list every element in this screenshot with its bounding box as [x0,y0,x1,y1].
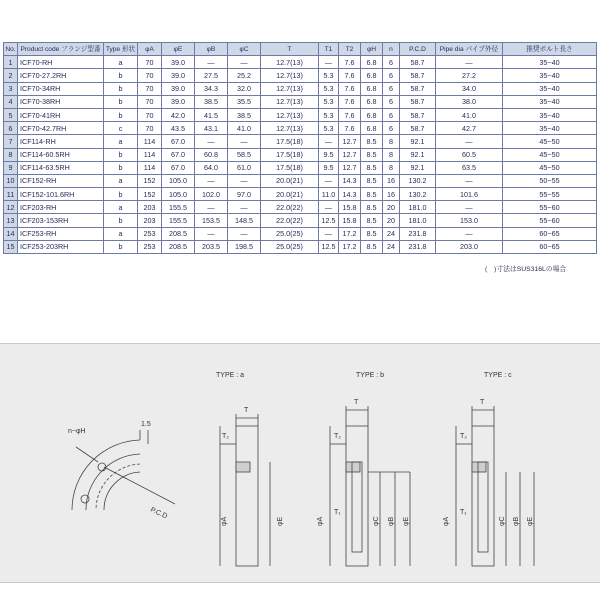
table-cell: 153.0 [436,214,503,227]
row-number: 12 [4,201,18,214]
column-header: Pipe dia パイプ外径 [436,43,503,56]
row-number: 5 [4,108,18,121]
table-cell: 130.2 [400,188,436,201]
table-cell: 92.1 [400,161,436,174]
row-number: 10 [4,174,18,187]
row-number: 3 [4,82,18,95]
table-cell: 7.6 [339,69,361,82]
table-cell: 64.0 [195,161,228,174]
table-cell: 8.5 [361,174,383,187]
product-code: ICF203-RH [18,201,104,214]
table-cell: 24 [383,240,400,253]
table-cell: 6 [383,56,400,69]
table-cell: b [104,148,138,161]
label-dim: 1.5 [141,421,151,428]
table-cell: 12.7(13) [261,122,319,135]
product-code: ICF70-38RH [18,95,104,108]
product-code: ICF152-101.6RH [18,188,104,201]
footnote: ( )寸法はSUS316Lの場合 [485,266,567,273]
type-a-T: T [244,407,249,414]
type-b-section [330,406,410,566]
type-c-title: TYPE : c [484,372,512,379]
table-row [4,108,597,121]
table-cell: 12.7(13) [261,108,319,121]
table-cell: 101.6 [436,188,503,201]
table-row [4,69,597,82]
table-cell: 17.5(18) [261,161,319,174]
table-cell: 8.5 [361,214,383,227]
table-cell: 253 [138,227,162,240]
table-cell: a [104,135,138,148]
table-cell: 5.3 [319,69,339,82]
table-cell: 43.5 [162,122,195,135]
table-cell: 8.5 [361,188,383,201]
table-cell: 15.8 [339,214,361,227]
table-cell: 8.5 [361,161,383,174]
column-header: P.C.D [400,43,436,56]
table-cell: 152 [138,174,162,187]
table-cell: 231.8 [400,227,436,240]
product-code: ICF70-41RH [18,108,104,121]
table-cell: 70 [138,69,162,82]
table-cell: 32.0 [228,82,261,95]
table-row [4,161,597,174]
table-cell: 114 [138,135,162,148]
row-number: 2 [4,69,18,82]
bolt-hole-icon [81,495,89,503]
table-cell: 20.0(21) [261,174,319,187]
table-cell: 17.5(18) [261,135,319,148]
table-cell: b [104,214,138,227]
table-cell: — [436,135,503,148]
row-number: 4 [4,95,18,108]
table-cell: a [104,174,138,187]
row-number: 14 [4,227,18,240]
table-cell: 39.0 [162,95,195,108]
table-row [4,188,597,201]
table-cell: 22.0(22) [261,201,319,214]
type-c-C: φC [499,516,506,526]
table-cell: b [104,69,138,82]
table-cell: 8.5 [361,201,383,214]
type-b-B: φB [388,516,395,526]
table-cell: — [319,201,339,214]
type-b-A: φA [317,516,324,526]
table-cell: 12.7(13) [261,82,319,95]
table-cell: 6 [383,95,400,108]
table-cell: 25.0(25) [261,240,319,253]
column-header: No. [4,43,18,56]
table-cell: 41.5 [195,108,228,121]
table-cell: 70 [138,108,162,121]
product-code: ICF253-203RH [18,240,104,253]
table-cell: — [436,201,503,214]
table-cell: 60.5 [436,148,503,161]
type-c-E: φE [527,516,534,526]
table-cell: 35.5 [228,95,261,108]
table-cell: — [228,201,261,214]
table-cell: 39.0 [162,69,195,82]
table-cell: a [104,56,138,69]
table-cell: b [104,108,138,121]
table-cell: 25.2 [228,69,261,82]
table-cell: 7.6 [339,95,361,108]
table-row [4,135,597,148]
table-cell: b [104,188,138,201]
table-cell: 203 [138,201,162,214]
spec-table [3,42,597,254]
table-cell: 17.2 [339,227,361,240]
type-c-section [456,406,534,566]
table-cell: 42.7 [436,122,503,135]
table-cell: 6.8 [361,108,383,121]
table-cell: 16 [383,174,400,187]
table-cell: 12.7 [339,161,361,174]
table-cell: 67.0 [162,148,195,161]
table-cell: 153.5 [195,214,228,227]
table-cell: 70 [138,82,162,95]
type-a-A: φA [221,516,228,526]
table-row [4,201,597,214]
table-cell: — [195,56,228,69]
diagram-svg [0,344,600,582]
table-cell: 5.3 [319,108,339,121]
type-b-T2: T₂ [334,433,341,440]
table-cell: — [195,201,228,214]
table-cell: 35~40 [503,108,597,121]
table-cell: 148.5 [228,214,261,227]
table-cell: 39.0 [162,56,195,69]
table-cell: 6.8 [361,95,383,108]
table-cell: 55~60 [503,214,597,227]
table-cell: 9.5 [319,161,339,174]
table-cell: 38.5 [195,95,228,108]
table-cell: 7.6 [339,122,361,135]
table-body [4,56,597,254]
table-cell: 231.8 [400,240,436,253]
table-cell: — [195,174,228,187]
type-b-T: T [354,399,359,406]
type-c-T: T [480,399,485,406]
table-cell: 7.6 [339,108,361,121]
table-cell: 35~40 [503,82,597,95]
table-cell: 6.8 [361,56,383,69]
table-cell: 67.0 [162,135,195,148]
table-cell: — [228,174,261,187]
table-cell: b [104,161,138,174]
table-cell: b [104,82,138,95]
row-number: 6 [4,122,18,135]
table-cell: 130.2 [400,174,436,187]
table-cell: 12.7(13) [261,69,319,82]
table-cell: 38.5 [228,108,261,121]
table-cell: 60~65 [503,227,597,240]
product-code: ICF70-34RH [18,82,104,95]
column-header: Type 形状 [104,43,138,56]
table-cell: 12.5 [319,214,339,227]
type-a-T2: T₂ [222,433,229,440]
column-header: n [383,43,400,56]
table-row [4,174,597,187]
table-cell: 58.7 [400,95,436,108]
table-cell: 58.7 [400,108,436,121]
table-cell: 6.8 [361,69,383,82]
type-b-title: TYPE : b [356,372,385,379]
table-cell: 70 [138,95,162,108]
table-cell: 12.5 [319,240,339,253]
front-view [72,430,175,510]
type-b-E: φE [403,516,410,526]
row-number: 1 [4,56,18,69]
table-cell: 208.5 [162,227,195,240]
table-cell: 6.8 [361,122,383,135]
label-hole: n−φH [68,428,86,435]
table-cell: 7.6 [339,56,361,69]
table-cell: 17.2 [339,240,361,253]
table-cell: — [436,227,503,240]
product-code: ICF114-63.5RH [18,161,104,174]
label-pcd: P.C.D [149,506,169,521]
table-cell: 58.7 [400,69,436,82]
row-number: 11 [4,188,18,201]
table-cell: 181.0 [400,201,436,214]
table-cell: 6 [383,82,400,95]
table-cell: 6.8 [361,82,383,95]
table-cell: 20.0(21) [261,188,319,201]
table-cell: — [319,227,339,240]
table-cell: 61.0 [228,161,261,174]
table-cell: 27.5 [195,69,228,82]
table-cell: — [319,135,339,148]
table-cell: 45~50 [503,161,597,174]
table-cell: 58.7 [400,56,436,69]
table-cell: 20 [383,201,400,214]
table-cell: 41.0 [228,122,261,135]
table-cell: 39.0 [162,82,195,95]
table-cell: 105.0 [162,174,195,187]
table-cell: 6 [383,69,400,82]
product-code: ICF70-42.7RH [18,122,104,135]
table-cell: 8.5 [361,148,383,161]
row-number: 13 [4,214,18,227]
table-cell: 70 [138,122,162,135]
table-cell: 203 [138,214,162,227]
table-row [4,82,597,95]
type-c-T1: T₁ [460,509,467,516]
table-row [4,148,597,161]
table-cell: — [228,135,261,148]
table-cell: 55~60 [503,201,597,214]
product-code: ICF253-RH [18,227,104,240]
column-header: φE [162,43,195,56]
table-cell: 58.5 [228,148,261,161]
table-cell: c [104,122,138,135]
table-cell: 8 [383,135,400,148]
type-c-A: φA [443,516,450,526]
table-cell: 198.5 [228,240,261,253]
table-cell: 12.7 [339,135,361,148]
table-cell: 8.5 [361,135,383,148]
table-cell: 15.8 [339,201,361,214]
table-cell: 92.1 [400,148,436,161]
table-cell: 5.3 [319,95,339,108]
table-cell: 92.1 [400,135,436,148]
type-b-C: φC [373,516,380,526]
table-cell: 155.5 [162,214,195,227]
table-cell: 14.3 [339,174,361,187]
type-b-T1: T₁ [334,509,341,516]
table-cell: 155.5 [162,201,195,214]
table-cell: 35~40 [503,95,597,108]
table-cell: 12.7 [339,148,361,161]
column-header: T [261,43,319,56]
table-cell: — [195,135,228,148]
column-header: Product code フランジ型番 [18,43,104,56]
table-cell: 152 [138,188,162,201]
table-cell: 208.5 [162,240,195,253]
table-cell: 253 [138,240,162,253]
table-row [4,214,597,227]
table-cell: 6 [383,108,400,121]
table-cell: 45~50 [503,135,597,148]
table-cell: 63.5 [436,161,503,174]
table-cell: 35~40 [503,122,597,135]
table-cell: 41.0 [436,108,503,121]
column-header: φC [228,43,261,56]
table-cell: 25.0(25) [261,227,319,240]
product-code: ICF70-RH [18,56,104,69]
table-cell: a [104,227,138,240]
table-cell: 203.0 [436,240,503,253]
table-cell: — [436,56,503,69]
column-header: φA [138,43,162,56]
table-cell: 70 [138,56,162,69]
table-cell: 8 [383,148,400,161]
table-row [4,122,597,135]
table-cell: — [228,56,261,69]
table-cell: 20 [383,214,400,227]
type-a-title: TYPE : a [216,372,245,379]
table-cell: 102.0 [195,188,228,201]
table-cell: 7.6 [339,82,361,95]
product-code: ICF114-RH [18,135,104,148]
table-cell: 45~50 [503,148,597,161]
table-cell: 114 [138,161,162,174]
table-cell: 50~55 [503,174,597,187]
table-cell: 60~65 [503,240,597,253]
table-cell: 17.5(18) [261,148,319,161]
row-number: 15 [4,240,18,253]
column-header: 推奨ボルト長さ [503,43,597,56]
column-header: T2 [339,43,361,56]
table-row [4,95,597,108]
table-cell: 14.3 [339,188,361,201]
table-cell: 181.0 [400,214,436,227]
table-cell: — [195,227,228,240]
table-cell: 43.1 [195,122,228,135]
table-cell: 67.0 [162,161,195,174]
table-cell: 35~40 [503,69,597,82]
table-cell: 8.5 [361,240,383,253]
table-cell: 16 [383,188,400,201]
table-cell: 203.5 [195,240,228,253]
table-cell: 114 [138,148,162,161]
table-cell: 38.0 [436,95,503,108]
table-cell: 8.5 [361,227,383,240]
table-cell: — [436,174,503,187]
table-cell: 34.3 [195,82,228,95]
row-number: 7 [4,135,18,148]
table-cell: a [104,201,138,214]
type-a-E: φE [277,516,284,526]
column-header: φH [361,43,383,56]
table-cell: 58.7 [400,122,436,135]
table-cell: 5.3 [319,122,339,135]
table-cell: 105.0 [162,188,195,201]
type-c-B: φB [513,516,520,526]
table-cell: 8 [383,161,400,174]
table-cell: 58.7 [400,82,436,95]
table-cell: b [104,95,138,108]
product-code: ICF203-153RH [18,214,104,227]
table-cell: 42.0 [162,108,195,121]
row-number: 8 [4,148,18,161]
table-row [4,56,597,69]
product-code: ICF114-60.5RH [18,148,104,161]
table-cell: 35~40 [503,56,597,69]
column-header: φB [195,43,228,56]
table-cell: 5.3 [319,82,339,95]
table-cell: 27.2 [436,69,503,82]
table-cell: — [319,174,339,187]
table-cell: — [319,56,339,69]
type-c-T2: T₂ [460,433,467,440]
table-cell: 12.7(13) [261,95,319,108]
table-cell: 6 [383,122,400,135]
table-row [4,227,597,240]
diagram-panel [0,343,600,583]
table-cell: 24 [383,227,400,240]
table-cell: 12.7(13) [261,56,319,69]
table-row [4,240,597,253]
table-cell: 97.0 [228,188,261,201]
row-number: 9 [4,161,18,174]
table-cell: 9.5 [319,148,339,161]
table-cell: 11.0 [319,188,339,201]
table-cell: 22.0(22) [261,214,319,227]
table-cell: 55~55 [503,188,597,201]
table-cell: 34.0 [436,82,503,95]
product-code: ICF152-RH [18,174,104,187]
column-header: T1 [319,43,339,56]
table-header [4,43,597,56]
table-cell: b [104,240,138,253]
product-code: ICF70-27.2RH [18,69,104,82]
table-cell: — [228,227,261,240]
table-cell: 60.8 [195,148,228,161]
